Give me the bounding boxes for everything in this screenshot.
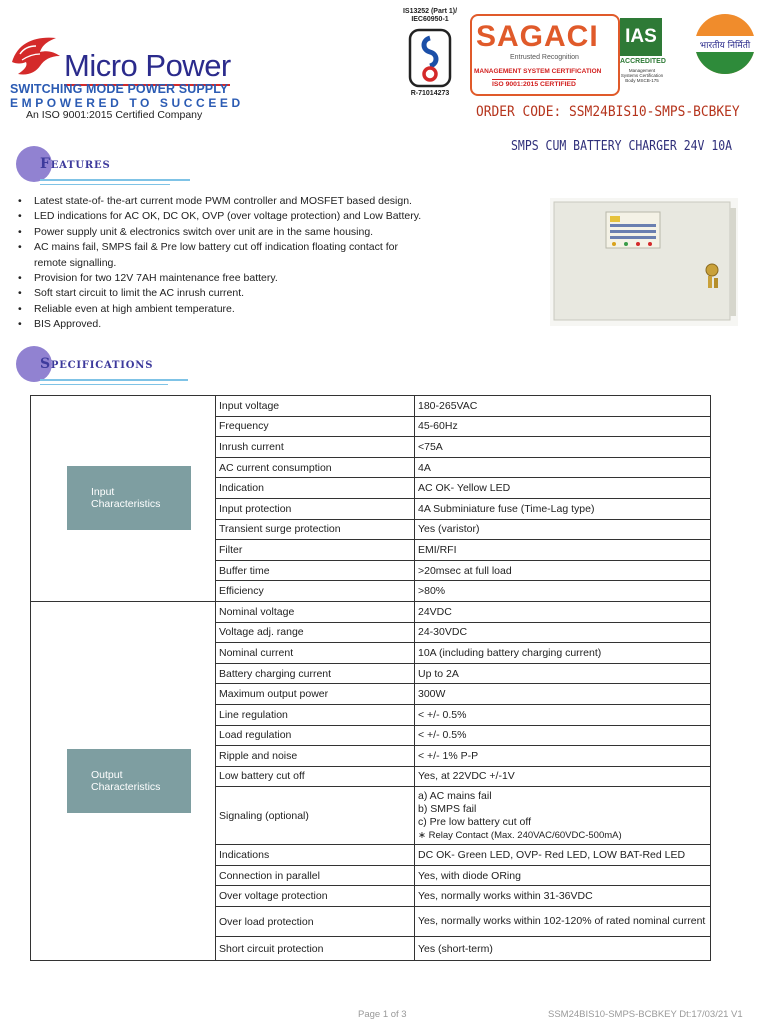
signaling-line: c) Pre low battery cut off	[418, 815, 532, 828]
param-value: Yes, with diode ORing	[415, 865, 711, 886]
ias-logo: IAS	[620, 18, 662, 56]
param-value: 4A Subminiature fuse (Time-Lag type)	[415, 498, 711, 519]
specifications-table	[30, 395, 711, 961]
param-name: Transient surge protection	[216, 519, 415, 540]
param-name: Frequency	[216, 416, 415, 437]
param-name: Line regulation	[216, 704, 415, 725]
feature-item: • Latest state-of- the-art current mode PWM controller and MOSFET based design.	[18, 194, 538, 209]
ias-accreditation-badge	[620, 18, 664, 94]
input-group-cell	[31, 396, 216, 602]
param-name: Nominal current	[216, 643, 415, 664]
output-characteristics-label: Output Characteristics	[67, 749, 191, 813]
feature-item: • Provision for two 12V 7AH maintenance free battery.	[18, 271, 538, 286]
param-name: Efficiency	[216, 581, 415, 602]
param-name: Input protection	[216, 498, 415, 519]
param-value: >80%	[415, 581, 711, 602]
param-name: Over voltage protection	[216, 886, 415, 907]
param-value: Yes, normally works within 31-36VDC	[415, 886, 711, 907]
document-code: SSM24BIS10-SMPS-BCBKEY Dt:17/03/21 V1	[548, 1009, 743, 1020]
features-title: Features	[40, 156, 111, 172]
bis-standard-line-2: IEC60950-1	[411, 16, 449, 23]
param-value: 45-60Hz	[415, 416, 711, 437]
company-logo	[6, 30, 244, 121]
param-name: Signaling (optional)	[216, 787, 415, 845]
param-value: < +/- 0.5%	[415, 725, 711, 746]
features-heading	[16, 146, 236, 188]
heading-rule	[40, 184, 170, 185]
heading-rule	[40, 179, 190, 181]
product-enclosure-image	[550, 198, 738, 326]
param-value: < +/- 0.5%	[415, 704, 711, 725]
param-value: <75A	[415, 437, 711, 458]
phoenix-logo-icon	[6, 32, 62, 82]
param-value: Yes (short-term)	[415, 937, 711, 961]
output-group-cell	[31, 601, 216, 960]
brand-tagline-2: EMPOWERED TO SUCCEED	[10, 96, 244, 110]
param-value: 300W	[415, 684, 711, 705]
param-value: Up to 2A	[415, 663, 711, 684]
param-value: 24VDC	[415, 601, 711, 622]
param-value: < +/- 1% P-P	[415, 746, 711, 767]
param-value: EMI/RFI	[415, 540, 711, 561]
param-name: Nominal voltage	[216, 601, 415, 622]
ias-detail: Management Systems Certification Body MSCB-175	[620, 68, 664, 83]
param-name: Connection in parallel	[216, 865, 415, 886]
brand-tagline-3: An ISO 9001:2015 Certified Company	[26, 109, 203, 121]
signaling-values	[415, 787, 711, 845]
bis-certification-mark	[396, 6, 464, 102]
param-name: Ripple and noise	[216, 746, 415, 767]
param-value: DC OK- Green LED, OVP- Red LED, LOW BAT-Red LED	[415, 845, 711, 866]
heading-rule	[40, 384, 168, 385]
bis-registration: R-71014273	[410, 90, 450, 97]
param-name: Over load protection	[216, 907, 415, 937]
signaling-line: a) AC mains fail	[418, 789, 492, 802]
ias-accredited: ACCREDITED	[620, 58, 666, 65]
bis-standard-mark-icon	[408, 28, 452, 88]
signaling-line: b) SMPS fail	[418, 802, 477, 815]
input-characteristics-label: Input Characteristics	[67, 466, 191, 530]
bis-standard-line-1: IS13252 (Part 1)/	[402, 8, 458, 15]
feature-item: • Reliable even at high ambient temperature.	[18, 302, 538, 317]
param-value: Yes, normally works within 102-120% of rated nominal current	[415, 907, 711, 937]
param-name: Inrush current	[216, 437, 415, 458]
feature-item: • AC mains fail, SMPS fail & Pre low battery cut off indication floating contact for remote signalling.	[18, 240, 404, 271]
sagaci-tagline: Entrusted Recognition	[510, 54, 579, 61]
param-value: AC OK- Yellow LED	[415, 478, 711, 499]
param-name: Low battery cut off	[216, 766, 415, 787]
param-name: AC current consumption	[216, 457, 415, 478]
product-title: SMPS CUM BATTERY CHARGER 24V 10A	[511, 138, 733, 154]
sagaci-name: SAGACI	[476, 20, 599, 53]
param-name: Maximum output power	[216, 684, 415, 705]
sagaci-certification-badge	[470, 14, 620, 96]
brand-tagline-1: SWITCHING MODE POWER SUPPLY	[10, 82, 229, 96]
page-number: Page 1 of 3	[358, 1009, 407, 1020]
indian-make-logo-icon	[690, 8, 760, 78]
table-row	[31, 396, 711, 417]
feature-item: • Soft start circuit to limit the AC inrush current.	[18, 286, 538, 301]
param-value: 180-265VAC	[415, 396, 711, 417]
param-name: Input voltage	[216, 396, 415, 417]
param-name: Indication	[216, 478, 415, 499]
param-name: Load regulation	[216, 725, 415, 746]
feature-item: • BIS Approved.	[18, 317, 538, 332]
specifications-title: Specifications	[40, 356, 154, 372]
brand-name: Micro Power	[64, 48, 231, 83]
param-value: 10A (including battery charging current)	[415, 643, 711, 664]
param-name: Filter	[216, 540, 415, 561]
specifications-heading	[16, 346, 236, 388]
param-name: Battery charging current	[216, 663, 415, 684]
param-value: Yes, at 22VDC +/-1V	[415, 766, 711, 787]
features-list	[18, 194, 538, 333]
svg-text:भारतीय निर्मिती: भारतीय निर्मिती	[699, 41, 751, 51]
param-value: Yes (varistor)	[415, 519, 711, 540]
heading-rule	[40, 379, 188, 381]
param-name: Indications	[216, 845, 415, 866]
signaling-line: ∗ Relay Contact (Max. 240VAC/60VDC-500mA)	[418, 829, 622, 841]
table-row	[31, 601, 711, 622]
param-value: 24-30VDC	[415, 622, 711, 643]
param-value: 4A	[415, 457, 711, 478]
sagaci-iso-text: ISO 9001:2015 CERTIFIED	[492, 81, 576, 88]
sagaci-cert-text: MANAGEMENT SYSTEM CERTIFICATION	[474, 68, 602, 75]
param-value: >20msec at full load	[415, 560, 711, 581]
order-code: ORDER CODE: SSM24BIS10-SMPS-BCBKEY	[476, 104, 740, 120]
param-name: Short circuit protection	[216, 937, 415, 961]
feature-item: • Power supply unit & electronics switch over unit are in the same housing.	[18, 225, 538, 240]
param-name: Buffer time	[216, 560, 415, 581]
param-name: Voltage adj. range	[216, 622, 415, 643]
feature-item: • LED indications for AC OK, DC OK, OVP (over voltage protection) and Low Battery.	[18, 209, 538, 224]
